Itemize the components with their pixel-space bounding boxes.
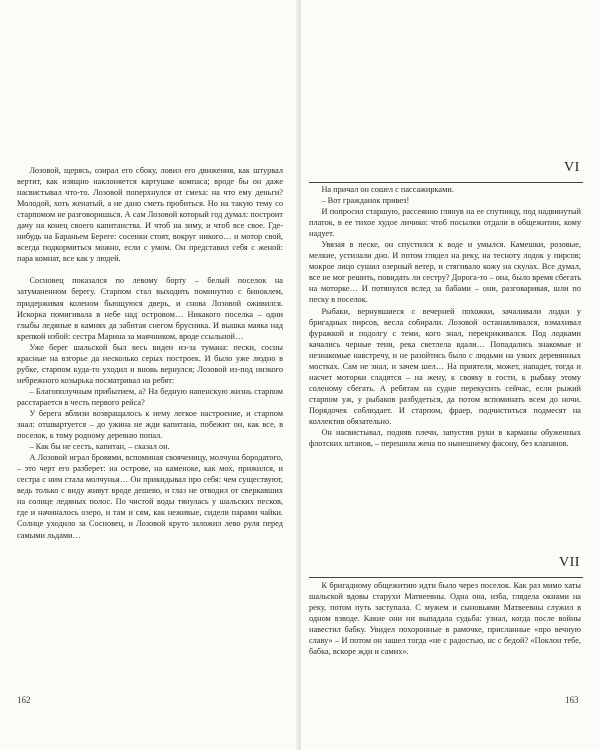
chapter-rule [309, 577, 583, 578]
right-page [301, 0, 600, 750]
paragraph: Лозовой, щерясь, озирал его сбоку, ловил его движения, как штурвал вертит, как изящно наклоняется картушке компаса; вроде бы он даже насвистывал что-то. Лозовой поперхнулся от смеха: на что ему деньги? Молодой, хоть женатый, а не дано сметь пробиться. Но на такую тему со старпомом не разговоришься. А сам Лозовой который год думал: построит дачу на конец своего капитанства. И чтоб на зиму, и чтоб все свое. Где-нибудь на Бараньем Береге: сосенки стоят, вокруг никого… и мотор свой, всегда подкормиться можно, если с умом. Он представил себя с женой: пара комнат, все как у людей. [17, 166, 283, 264]
chapter-heading-vi: VI [564, 160, 580, 175]
page-number-right: 163 [565, 695, 579, 705]
chapter-rule [309, 182, 583, 183]
chapter-vi-text [309, 184, 581, 449]
paragraph: Уже берег шальской был весь виден из-за тумана: пески, сосны красные на взгорье да несколько серых построек. И было уже людно в рубке, старпом куда-то уходил и вновь вернулся; Лозовой из-под низкого небрежного козырька посматривал на ребят: [17, 342, 283, 385]
paragraph: И попросил старшую, рассеянно глянув на ее спутницу, под надвинутый платок, в ее тихое худое личико: чтоб посылки отдали в общежитии, кому надует. [309, 207, 581, 239]
left-page [0, 0, 299, 750]
paragraph: Он насвистывал, подняв плечи, запустив руки в карманы обуженных флотских штанов, – перешила жена по нынешнему фасону, без клапанов. [309, 428, 581, 449]
page-number-left: 162 [17, 695, 31, 705]
chapter-vii-text [309, 580, 581, 657]
paragraph: – Как бы не сесть, капитан, – сказал он. [29, 442, 170, 452]
paragraph: На причал он сошел с пассажирками. [321, 185, 454, 194]
paragraph: А Лозовой играл бровями, вспоминая свояченицу, молчуна бородатого, – это черт его разберет: на острове, на каменоке, как мох, прижился, и сестра с ним стала молчунья… Он прикидывал про себя: чем существуют, ведь только с виду живут вроде дешево, и глаз не отводил от сверкавших на солнце ледяных полос. По чистой воды тянулась у шальских песков, где и начиналось озеро, и там и сям, как неживые, сидели парами чайки. Солнце уходило за Сосновец, и Лозовой круто заложил лево руля перед самыми льдами… [17, 453, 283, 540]
chapter-heading-vii: VII [559, 555, 580, 570]
paragraph: У берега вблизи возвращалось к нему легкое настроение, и старпом знал: отшвартуется – до ужина не жди капитана, побежит он, как все, в поселок, к тому родному деревню попал. [17, 408, 283, 441]
paragraph: – Вот гражданок привез! [321, 196, 410, 206]
paragraph: Рыбаки, вернувшиеся с вечерней похожки, зачаливали лодки у бригадных пирсов, весла собирали. Лозовой останавливался, взмахивал фуражкой и подолгу с теми, кого знал, перекрикивался. Под лодками качались черные тени, река светлела вдали… Попадались знакомые и незнакомые навстречу, и не разойтись было с людьми на узких деревянных мостках. Сам не знал, и зачем шел… На приятеля, может, нападет, тогда и насчет моторки сладятся – на жену, к свояку в гости, к рыбаку этому соленому сбегать. А ребятам на судне перекусить сейчас, если рыжий старпом уж, у рыбаков разбудеться, да потом вспоминать всем до ночи. Порядочек соблюдает. И старпом, фрaер, подчиститься подмесят на коллектив обязательно. [309, 306, 581, 426]
paragraph: Сосновец показался по левому борту – белый поселок на затуманенном берегу. Старпом стал выходить поминутно с биноклем, придерживая коленом бьющуюся дверь, и снова Лозовой оживился. Искорка помигивала в небе над островом… Никакого поселка – одни глыбы ледяные в камнях да забитая снегом брусника. И вышка маяка над крепкой избой: сестра Марина за маячником, вроде ссыльной… [17, 276, 283, 341]
left-page-text [17, 165, 283, 541]
paragraph: – Благополучным прибытием, а? На бедную напенскую жизнь старпом расстарается в честь первого рейса? [17, 386, 283, 407]
paragraph: Увязая в песке, он спустился к воде и умылся. Камешки, розовые, мелкие, устилали дно. И потом глядел на реку, на тесноту лодок у пирсов; мокрое лицо сушил озерный ветер, и стягивало кожу на скулах. Все думал, все не мог решить, повидать ли сестру? Дорога-то – она, было время сбегать на моторке… И потянулся вслед за бабами – они, разговаривая, шли по песку в поселок. [309, 240, 581, 305]
paragraph: К бригадному общежитию идти было через поселок. Как раз мимо хаты шальской вдовы старухи Матвеевны. Одна она, изба, глядела окнами на реку, потом путь заступала. С мужем и сыновьями Матвеевны служил в одном взводе. Какие они ни выпадала судьба: узнал, когда после войны навестил бабку. Увидел похоронные в рамочке, присланные «про вечную славу» – И потом он зашел тогда «не с радостью, нс с бедой? «Поклон тебе, бабка, вскоре жди и самих». [309, 581, 581, 657]
